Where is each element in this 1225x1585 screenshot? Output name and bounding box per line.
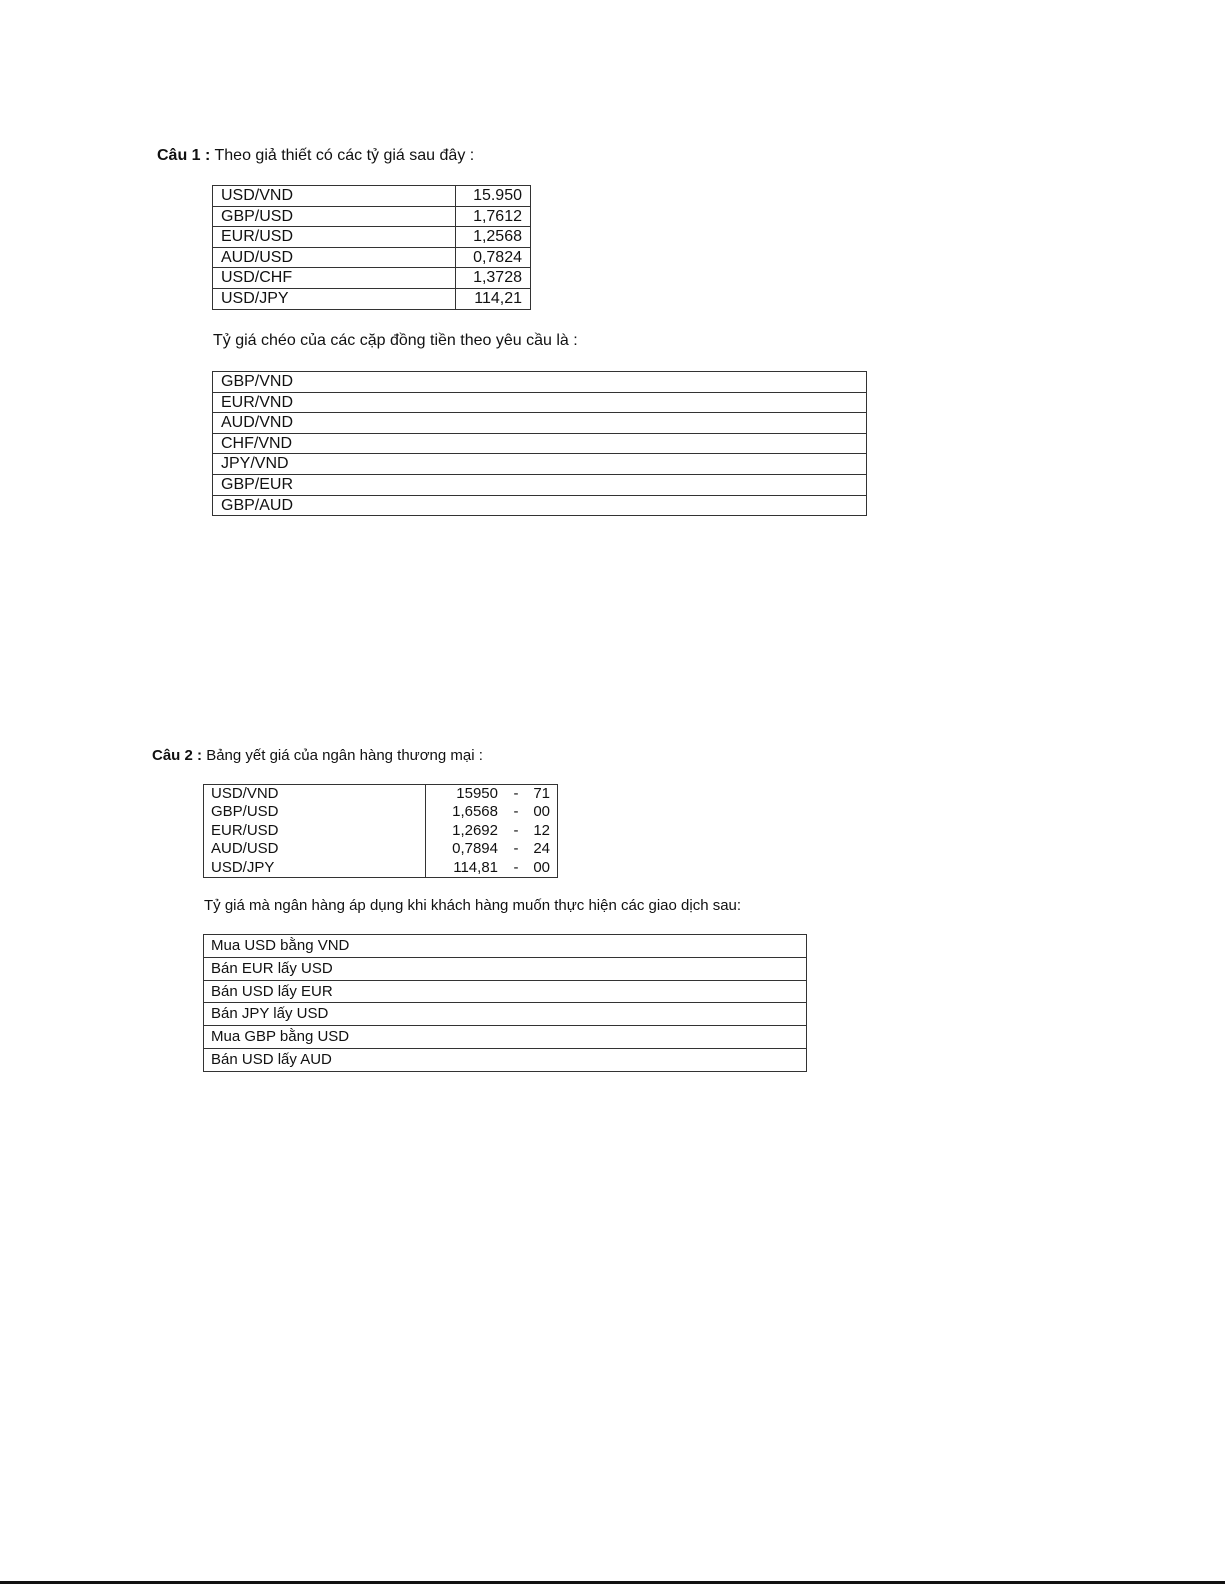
ask-rate: 00 [533,858,550,876]
quote-separator: - [513,803,519,821]
rate-row [213,186,531,207]
transaction: Mua GBP bằng USD [204,1026,807,1049]
quote-row [204,785,558,804]
quote-separator: - [513,858,519,876]
rate-row [213,268,531,289]
transaction-row [204,980,807,1003]
currency-pair: GBP/USD [204,803,426,821]
quote-row [204,803,558,821]
transaction: Bán EUR lấy USD [204,957,807,980]
bid-rate: 114,81 [453,858,498,876]
currency-pair: AUD/USD [213,247,456,268]
q1-label: Câu 1 : [157,147,211,164]
page-bottom-rule [0,1581,1225,1584]
cross-rate-row [213,372,867,393]
bid-rate: 0,7894 [452,840,498,858]
currency-pair: USD/VND [213,186,456,207]
ask-rate: 71 [533,785,550,802]
cross-rate-row [213,495,867,516]
q2-quotes-table [203,784,558,878]
currency-pair: USD/VND [204,785,426,804]
currency-pair: GBP/USD [213,206,456,227]
currency-pair: USD/CHF [213,268,456,289]
transaction-row [204,1048,807,1071]
q2-title: Bảng yết giá của ngân hàng thương mại : [206,747,483,764]
q2-label: Câu 2 : [152,747,203,764]
rate-value: 1,7612 [456,206,531,227]
rate-value: 0,7824 [456,247,531,268]
cross-rate-row [213,454,867,475]
transaction: Mua USD bằng VND [204,935,807,958]
ask-rate: 24 [533,840,550,858]
ask-rate: 00 [533,803,550,821]
transaction-row [204,1026,807,1049]
currency-pair: USD/JPY [213,288,456,309]
cross-rate-row [213,413,867,434]
cross-pair: GBP/AUD [213,495,867,516]
cross-pair: JPY/VND [213,454,867,475]
transaction-row [204,1003,807,1026]
q1-title: Theo giả thiết có các tỷ giá sau đây : [214,147,475,164]
cross-pair: GBP/EUR [213,474,867,495]
q1-cross-table [212,371,867,516]
bid-rate: 1,2692 [452,821,498,839]
q1-rates-table [212,185,531,310]
quote-separator: - [513,821,519,839]
bid-rate: 1,6568 [452,803,498,821]
cross-rate-row [213,392,867,413]
rate-value: 15.950 [456,186,531,207]
rate-value: 1,3728 [456,268,531,289]
cross-pair: CHF/VND [213,433,867,454]
rate-value: 1,2568 [456,227,531,248]
q2-heading [152,747,483,764]
rate-row [213,227,531,248]
transaction: Bán USD lấy AUD [204,1048,807,1071]
transaction-row [204,957,807,980]
rate-row [213,247,531,268]
cross-pair: GBP/VND [213,372,867,393]
currency-pair: EUR/USD [204,822,426,840]
quote-separator: - [513,785,519,802]
q2-transactions-table [203,934,807,1072]
ask-rate: 12 [533,821,550,839]
quote-row [204,859,558,878]
cross-pair: EUR/VND [213,392,867,413]
q2-tx-title: Tỷ giá mà ngân hàng áp dụng khi khách hàng muốn thực hiện các giao dịch sau: [204,897,742,914]
transaction: Bán JPY lấy USD [204,1003,807,1026]
transaction: Bán USD lấy EUR [204,980,807,1003]
quote-separator: - [513,840,519,858]
transaction-row [204,935,807,958]
cross-rate-row [213,474,867,495]
q1-cross-title: Tỷ giá chéo của các cặp đồng tiền theo yêu cầu là : [213,332,578,349]
currency-pair: EUR/USD [213,227,456,248]
currency-pair: AUD/USD [204,840,426,858]
q1-heading [157,147,474,165]
rate-value: 114,21 [456,288,531,309]
cross-pair: AUD/VND [213,413,867,434]
bid-rate: 15950 [456,785,498,802]
rate-row [213,206,531,227]
quote-row [204,840,558,858]
rate-row [213,288,531,309]
cross-rate-row [213,433,867,454]
quote-row [204,822,558,840]
currency-pair: USD/JPY [204,859,426,878]
